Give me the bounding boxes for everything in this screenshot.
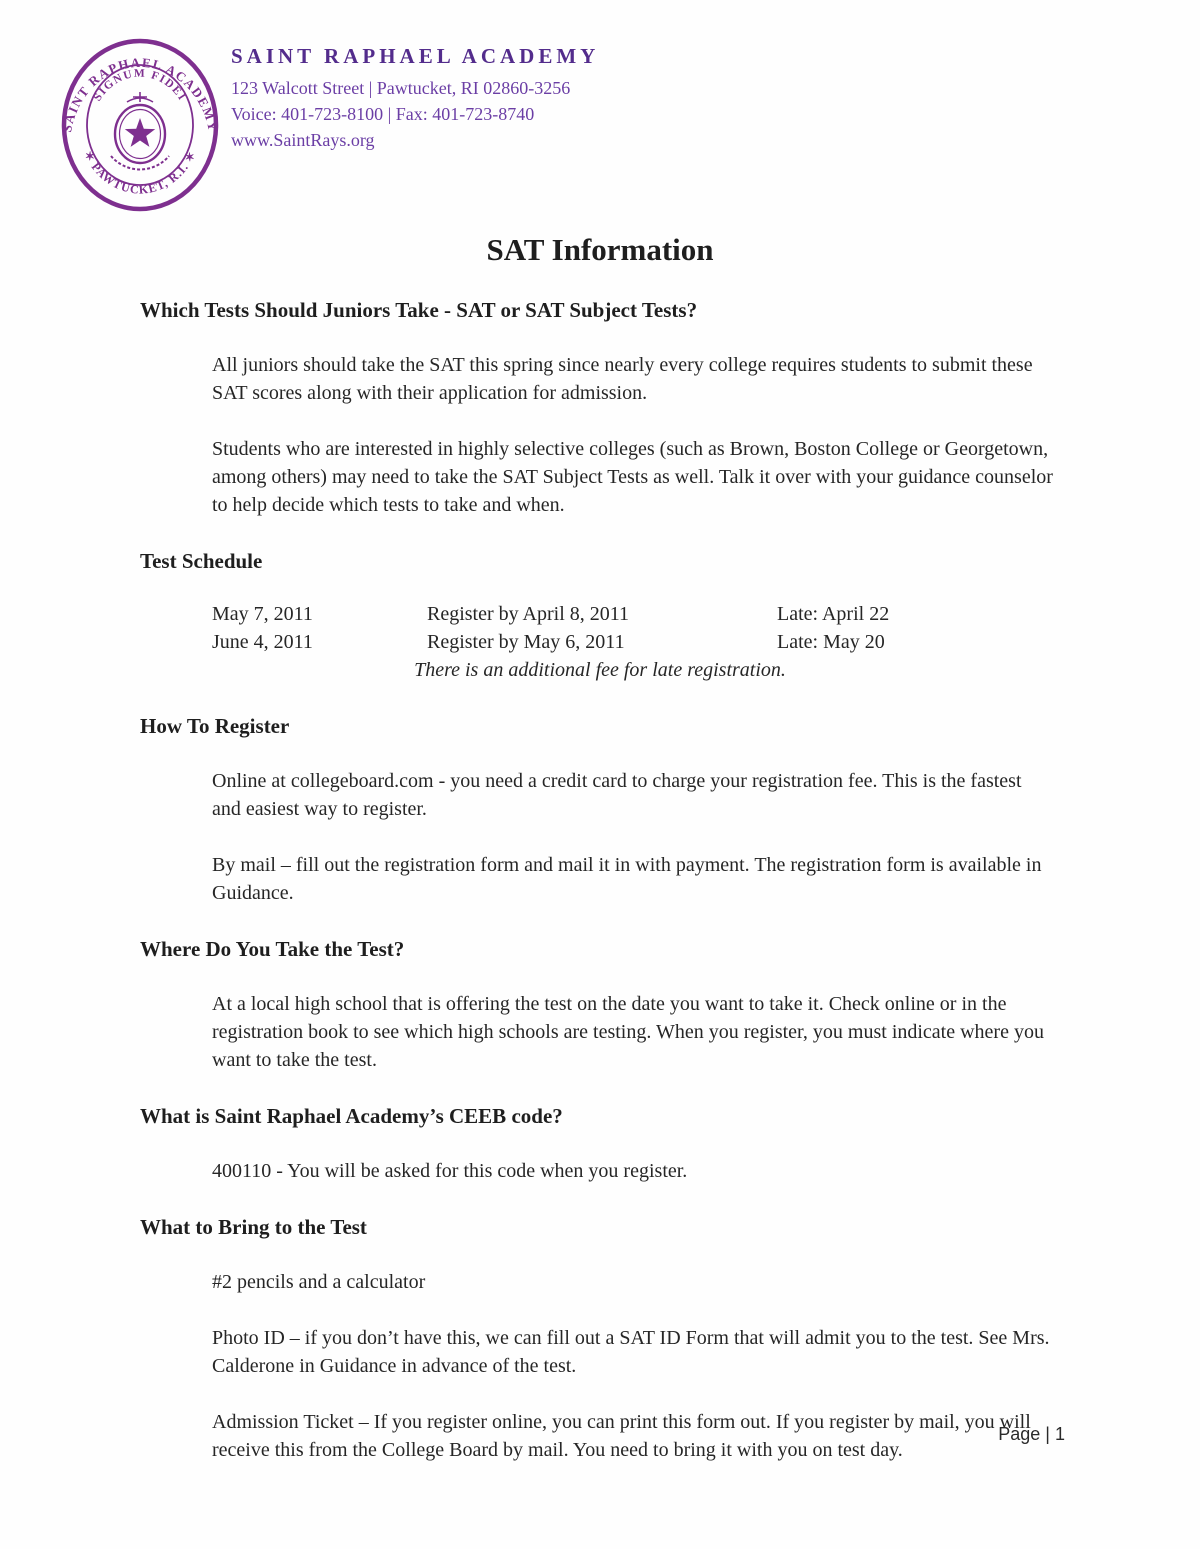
schedule-date: May 7, 2011 [212,603,313,625]
schedule-row [212,600,1060,628]
schedule-register-by: Register by April 8, 2011 [427,603,630,625]
late-fee-note: There is an additional fee for late registration. [414,659,786,681]
test-schedule-table [140,600,1060,684]
section-heading: Test Schedule [140,549,263,573]
paragraph: Students who are interested in highly selective colleges (such as Brown, Boston College or Georgetown, among others) may need to take the SAT Subject Tests as well. Talk it over with your guidance counselor to help decide which tests to take and when. [212,438,1053,516]
section-ceeb-code [140,1104,1060,1185]
section-heading: What is Saint Raphael Academy’s CEEB code? [140,1104,563,1128]
paragraph: All juniors should take the SAT this spring since nearly every college requires students to submit these SAT scores along with their application for admission. [212,354,1033,404]
school-address: 123 Walcott Street | Pawtucket, RI 02860-3256 [231,78,571,98]
page-number: Page | 1 [998,1424,1065,1444]
paragraph: At a local high school that is offering the test on the date you want to take it. Check online or in the registration book to see which high schools are testing. When you register, you must indicate where you want to take the test. [212,993,1044,1071]
star-icon [125,118,155,147]
section-which-tests [140,298,1060,519]
schedule-row [212,628,1060,656]
letterhead [0,0,1200,216]
school-seal-logo [55,34,225,216]
paragraph: 400110 - You will be asked for this code when you register. [212,1160,688,1182]
paragraph: Online at collegeboard.com - you need a credit card to charge your registration fee. This is the fastest and easiest way to register. [212,770,1022,820]
paragraph: Admission Ticket – If you register online, you can print this form out. If you register by mail, you will receive this from the College Board by mail. You need to bring it with you on test day. [212,1411,1031,1461]
school-website: www.SaintRays.org [231,130,375,151]
paragraph: #2 pencils and a calculator [212,1271,426,1293]
paragraph: Photo ID – if you don’t have this, we can fill out a SAT ID Form that will admit you to the test. See Mrs. Calderone in Guidance in advance of the test. [212,1327,1050,1377]
school-info-block [231,34,599,153]
section-heading: Which Tests Should Juniors Take - SAT or SAT Subject Tests? [140,298,698,322]
schedule-late-deadline: Late: May 20 [777,631,885,653]
document-content [140,232,1060,1464]
seal-motto-text: SIGNUM FIDEI [91,67,189,104]
section-heading: What to Bring to the Test [140,1215,367,1239]
section-test-schedule [140,549,1060,684]
school-name: SAINT RAPHAEL ACADEMY [231,44,600,68]
section-heading: How To Register [140,714,290,738]
seal-ring-top-text: SAINT RAPHAEL ACADEMY [59,54,221,134]
paragraph: By mail – fill out the registration form and mail it in with payment. The registration form is available in Guidance. [212,854,1042,904]
schedule-date: June 4, 2011 [212,631,313,653]
section-how-to-register [140,714,1060,907]
seal-ring-bottom-text: ✶ PAWTUCKET, R.I. ✶ [81,148,199,197]
section-what-to-bring [140,1215,1060,1464]
seal-crest-ornament [127,92,153,102]
svg-text:✶ PAWTUCKET, R.I. ✶ [81,148,199,196]
section-where-take-test [140,937,1060,1074]
section-heading: Where Do You Take the Test? [140,937,405,961]
school-phone-fax: Voice: 401-723-8100 | Fax: 401-723-8740 [231,104,535,125]
page-title: SAT Information [486,232,714,267]
schedule-late-deadline: Late: April 22 [777,603,890,625]
schedule-register-by: Register by May 6, 2011 [427,631,625,653]
